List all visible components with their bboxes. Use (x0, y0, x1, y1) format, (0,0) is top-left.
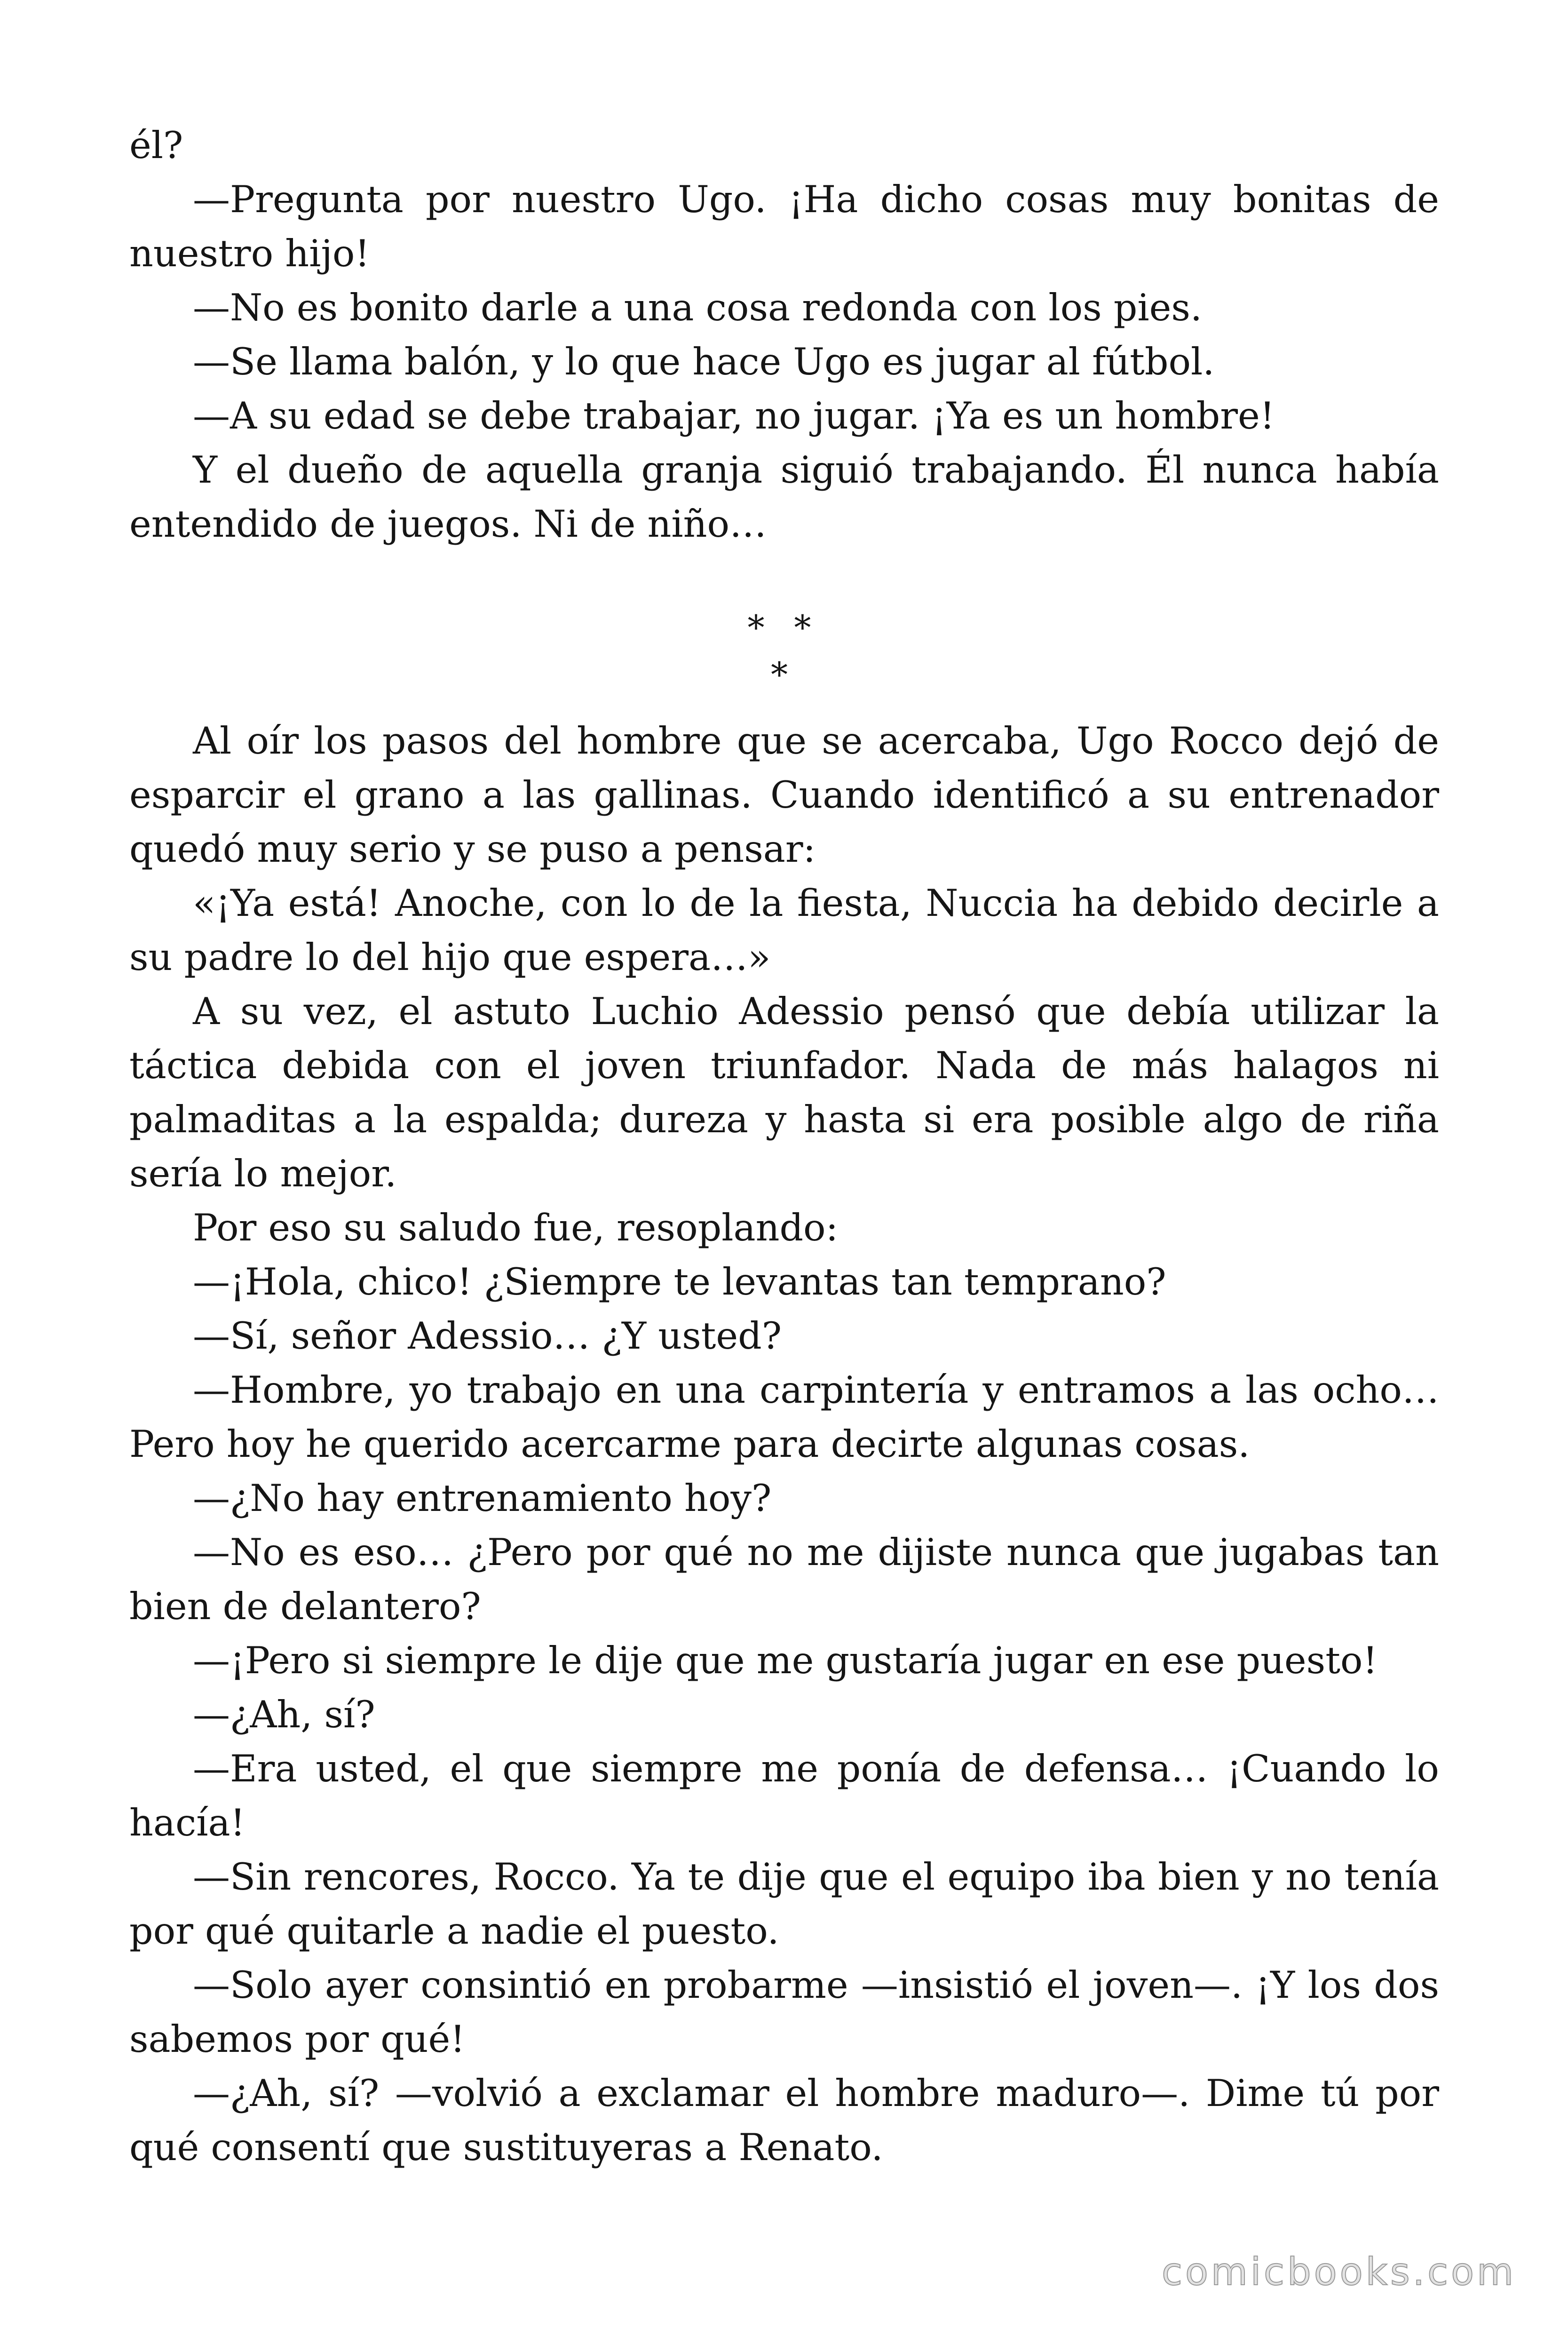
paragraph: A su vez, el astuto Luchio Adessio pensó que debía utilizar la táctica debida con el joven triunfador. Nada de más halagos ni palmaditas a la espalda; dureza y hasta si era posible algo de riña sería lo mejor. (129, 990, 1439, 1195)
scene-separator: * * * (747, 608, 821, 694)
paragraph: —¡Hola, chico! ¿Siempre te levantas tan temprano? (193, 1260, 1166, 1303)
paragraph: —Sí, señor Adessio… ¿Y usted? (193, 1314, 782, 1358)
paragraph: —Sin rencores, Rocco. Ya te dije que el equipo iba bien y no tenía por qué quitarle a nadie el puesto. (129, 1855, 1439, 1953)
paragraph: Por eso su saludo fue, resoplando: (193, 1206, 839, 1249)
paragraph: —¿Ah, sí? (193, 1693, 375, 1736)
paragraph: —A su edad se debe trabajar, no jugar. ¡Ya es un hombre! (193, 394, 1275, 437)
paragraph: —Solo ayer consintió en probarme —insistió el joven—. ¡Y los dos sabemos por qué! (129, 1963, 1439, 2061)
paragraph: —¿No hay entrenamiento hoy? (193, 1477, 772, 1520)
top-text-block (129, 119, 1439, 551)
paragraph: —No es bonito darle a una cosa redonda con los pies. (193, 286, 1203, 329)
paragraph: Y el dueño de aquella granja siguió trabajando. Él nunca había entendido de juegos. Ni de niño… (129, 448, 1439, 546)
paragraph: «¡Ya está! Anoche, con lo de la fiesta, Nuccia ha debido decirle a su padre lo del hijo que espera…» (129, 882, 1439, 979)
paragraph: —Se llama balón, y lo que hace Ugo es jugar al fútbol. (193, 340, 1215, 383)
paragraph: —Era usted, el que siempre me ponía de defensa… ¡Cuando lo hacía! (129, 1747, 1439, 1844)
paragraph: él? (129, 124, 183, 167)
paragraph: —No es eso… ¿Pero por qué no me dijiste nunca que jugabas tan bien de delantero? (129, 1531, 1439, 1628)
bottom-text-block (129, 714, 1439, 2175)
paragraph: —Pregunta por nuestro Ugo. ¡Ha dicho cosas muy bonitas de nuestro hijo! (129, 178, 1439, 275)
paragraph: —Hombre, yo trabajo en una carpintería y entramos a las ocho… Pero hoy he querido acercarme para decirte algunas cosas. (129, 1368, 1439, 1466)
paragraph: —¿Ah, sí? —volvió a exclamar el hombre maduro—. Dime tú por qué consentí que sustituyeras a Renato. (129, 2072, 1439, 2169)
paragraph: Al oír los pasos del hombre que se acercaba, Ugo Rocco dejó de esparcir el grano a las gallinas. Cuando identificó a su entrenador quedó muy serio y se puso a pensar: (129, 719, 1439, 871)
watermark-logo: comicbooks.com (1161, 2250, 1516, 2294)
paragraph: —¡Pero si siempre le dije que me gustaría jugar en ese puesto! (193, 1639, 1378, 1682)
